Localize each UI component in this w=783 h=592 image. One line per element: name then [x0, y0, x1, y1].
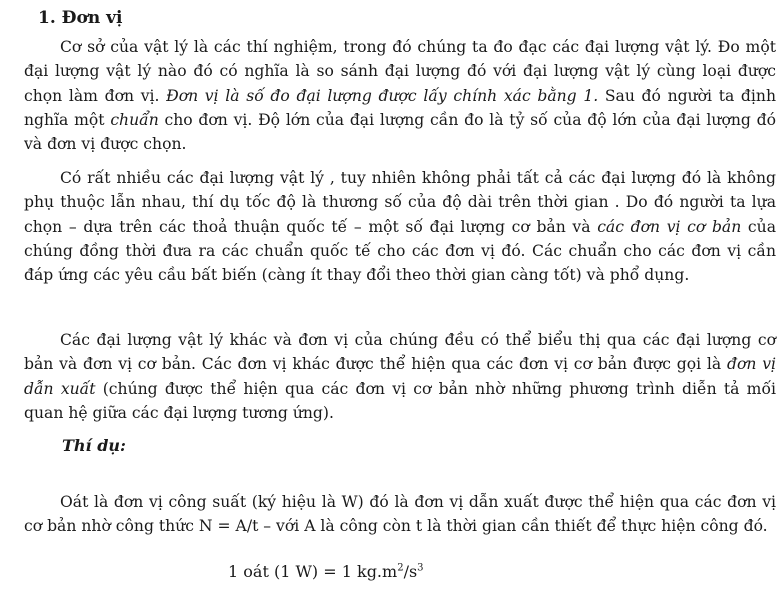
paragraph-3-text-b: (chúng được thể hiện qua các đơn vị cơ bản nhờ những phương trình diễn tả mối quan hệ giữa các đại lượng tương ứng).	[24, 379, 776, 422]
paragraph-1-text-c: cho đơn vị. Độ lớn của đại lượng cần đo là tỷ số của độ lớn của đại lượng đó và đơn vị được chọn.	[24, 110, 776, 154]
paragraph-1-italic-definition: Đơn vị là số đo đại lượng được lấy chính xác bằng 1.	[166, 86, 599, 105]
formula-mid: /s	[403, 562, 418, 581]
paragraph-2-italic-base-units: các đơn vị cơ bản	[597, 217, 742, 236]
watt-formula	[228, 560, 424, 584]
paragraph-1-italic-standard: chuẩn	[110, 110, 159, 129]
formula-base: 1 oát (1 W) = 1 kg.m	[228, 562, 398, 581]
section-heading: 1. Đơn vị	[38, 8, 123, 28]
paragraph-2	[24, 166, 776, 287]
formula-exponent-1: 2	[397, 562, 404, 574]
example-title: Thí dụ:	[62, 436, 126, 455]
paragraph-1	[24, 35, 776, 156]
paragraph-3	[24, 328, 776, 425]
paragraph-3-italic-derived-units: đơn vị dẫn xuất	[24, 355, 777, 398]
paragraph-1-text-b: Sau đó người ta định nghĩa một	[24, 86, 776, 129]
paragraph-2-text-a: Có rất nhiều các đại lượng vật lý , tuy nhiên không phải tất cả các đại lượng đó là không phụ thuộc lẫn nhau, thí dụ tốc độ là thương số của độ dài trên thời gian . Do đó người ta lựa chọn – dựa trên các thoả thuận quốc tế – một số đại lượng cơ bản và	[24, 169, 776, 236]
paragraph-1-text-a: Cơ sở của vật lý là các thí nghiệm, trong đó chúng ta đo đạc các đại lượng vật lý. Đo một đại lượng vật lý nào đó có nghĩa là so sánh đại lượng đó với đại lượng vật lý cùng loại được chọn làm đơn vị.	[24, 38, 776, 105]
formula-exponent-2: 3	[417, 562, 424, 574]
paragraph-2-text-b: của chúng đồng thời đưa ra các chuẩn quốc tế cho các đơn vị đó. Các chuẩn cho các đơn vị cần đáp ứng các yêu cầu bất biến (càng ít thay đổi theo thời gian càng tốt) và phổ dụng.	[24, 217, 776, 285]
paragraph-3-text-a: Các đại lượng vật lý khác và đơn vị của chúng đều có thể biểu thị qua các đại lượng cơ bản và đơn vị cơ bản. Các đơn vị khác được thể hiện qua các đơn vị cơ bản được gọi là	[24, 331, 776, 374]
example-paragraph: Oát là đơn vị công suất (ký hiệu là W) đó là đơn vị dẫn xuất được thể hiện qua các đơn vị cơ bản nhờ công thức N = A/t – với A là công còn t là thời gian cần thiết để thực hiện công đó.	[24, 493, 776, 536]
